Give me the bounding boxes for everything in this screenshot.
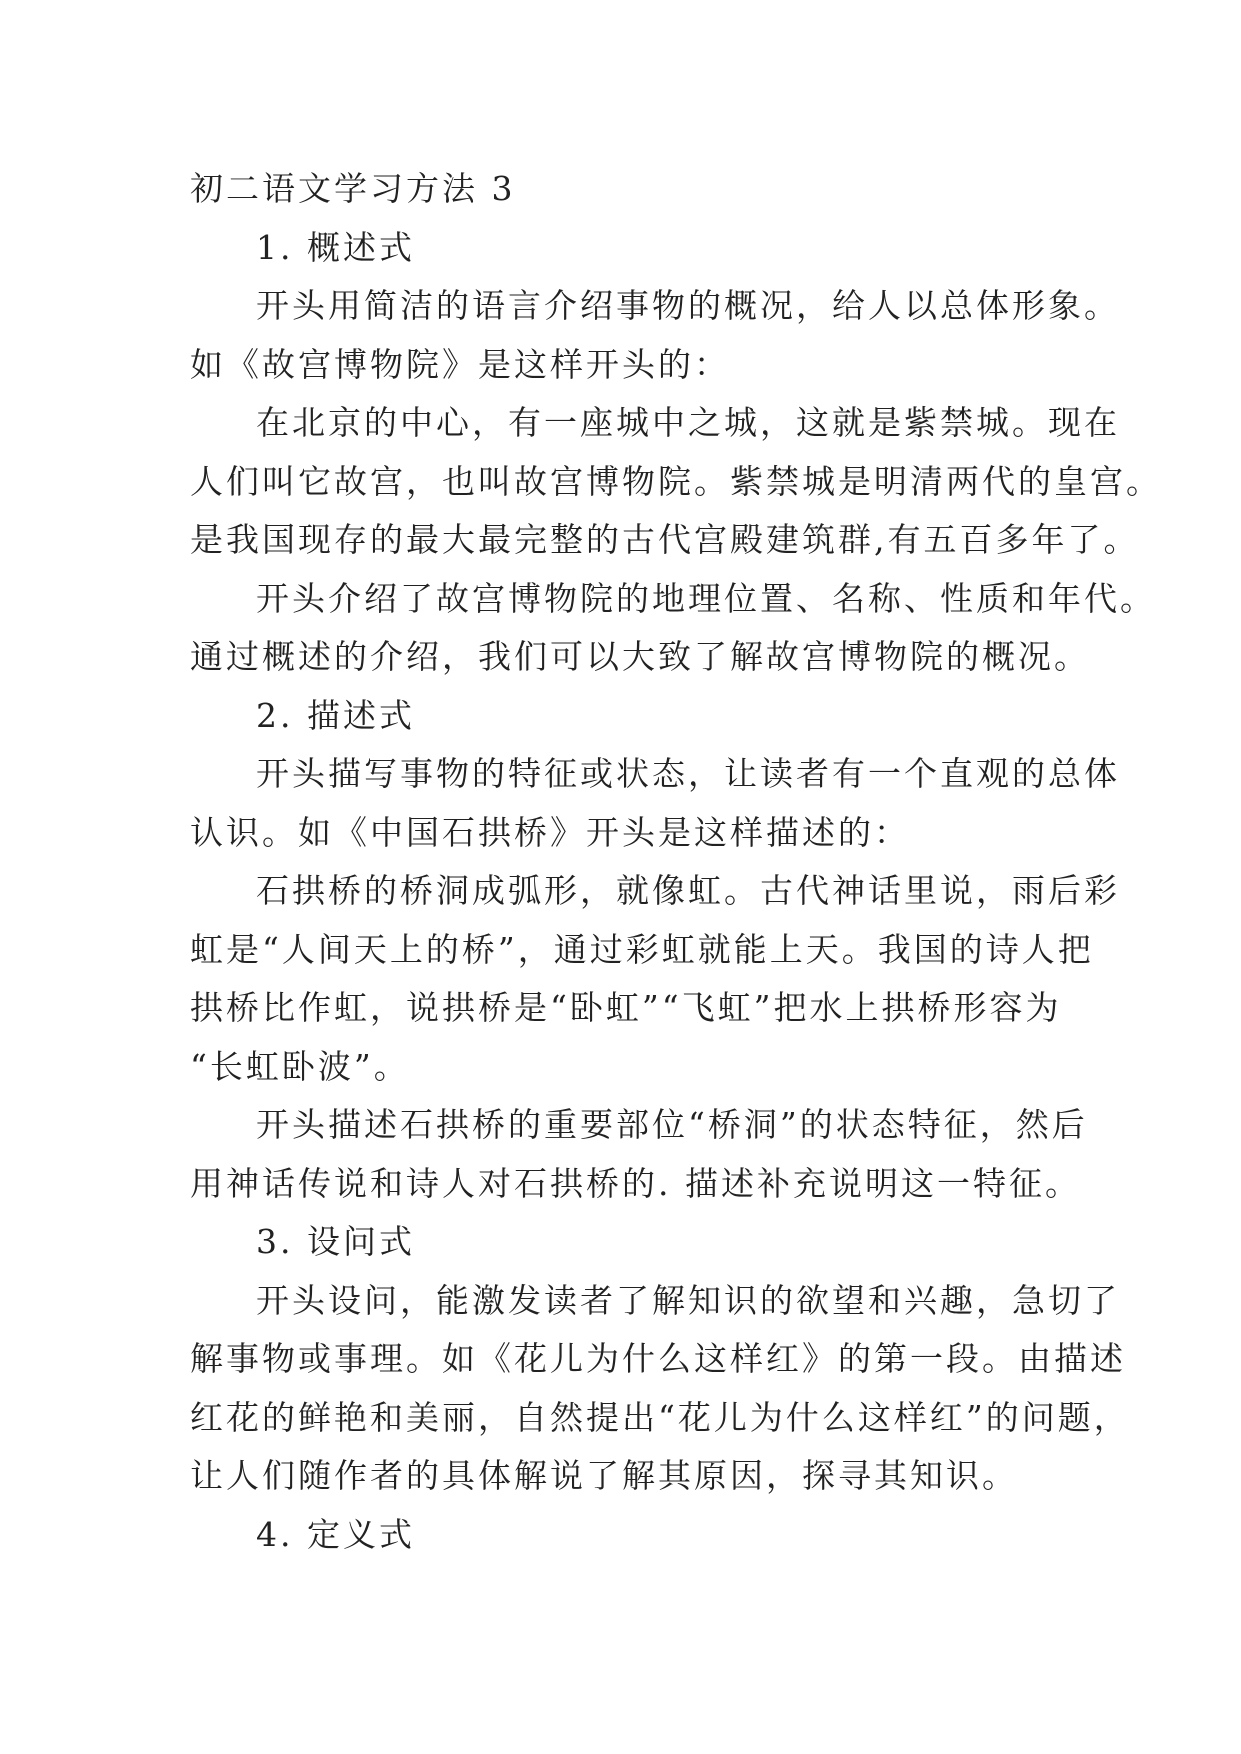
- text-line: 1. 概述式: [256, 227, 415, 267]
- text-line: 通过概述的介绍，我们可以大致了解故宫博物院的概况。: [190, 637, 1090, 676]
- text-line: 如《故宫博物院》是这样开头的：: [190, 344, 730, 384]
- text-line: 用神话传说和诗人对石拱桥的. 描述补充说明这一特征。: [190, 1163, 1081, 1203]
- text-line: 解事物或事理。如《花儿为什么这样红》的第一段。由描述: [190, 1339, 1126, 1378]
- text-line: 虹是“人间天上的桥”，通过彩虹就能上天。我国的诗人把: [190, 929, 1094, 969]
- text-line: 在北京的中心，有一座城中之城，这就是紫禁城。现在: [256, 403, 1120, 442]
- text-line: 人们叫它故宫，也叫故宫博物院。紫禁城是明清两代的皇宫。: [190, 461, 1162, 501]
- text-line: “长虹卧波”。: [190, 1046, 410, 1086]
- text-line: 红花的鲜艳和美丽，自然提出“花儿为什么这样红”的问题，: [190, 1397, 1130, 1437]
- text-line: 是我国现存的最大最完整的古代宫殿建筑群,有五百多年了。: [190, 520, 1140, 559]
- text-line: 开头描述石拱桥的重要部位“桥洞”的状态特征，然后: [256, 1105, 1088, 1144]
- text-line: 开头描写事物的特征或状态，让读者有一个直观的总体: [256, 754, 1120, 793]
- document-body: [190, 219, 1162, 1565]
- text-line: 开头设问，能激发读者了解知识的欲望和兴趣，急切了: [256, 1280, 1120, 1320]
- text-line: 石拱桥的桥洞成弧形，就像虹。古代神话里说，雨后彩: [256, 871, 1120, 910]
- text-line: 让人们随作者的具体解说了解其原因，探寻其知识。: [190, 1456, 1018, 1495]
- document-page: [190, 160, 1162, 1564]
- text-line: 4. 定义式: [256, 1514, 415, 1554]
- text-line: 开头用简洁的语言介绍事物的概况，给人以总体形象。: [256, 286, 1120, 325]
- text-line: 认识。如《中国石拱桥》开头是这样描述的：: [190, 812, 910, 852]
- text-line: 3. 设问式: [256, 1222, 415, 1261]
- text-line: 开头介绍了故宫博物院的地理位置、名称、性质和年代。: [256, 578, 1156, 618]
- text-line: 2. 描述式: [256, 695, 415, 735]
- document-title: 初二语文学习方法 3: [190, 169, 516, 208]
- text-line: 拱桥比作虹，说拱桥是“卧虹”“飞虹”把水上拱桥形容为: [190, 988, 1062, 1027]
